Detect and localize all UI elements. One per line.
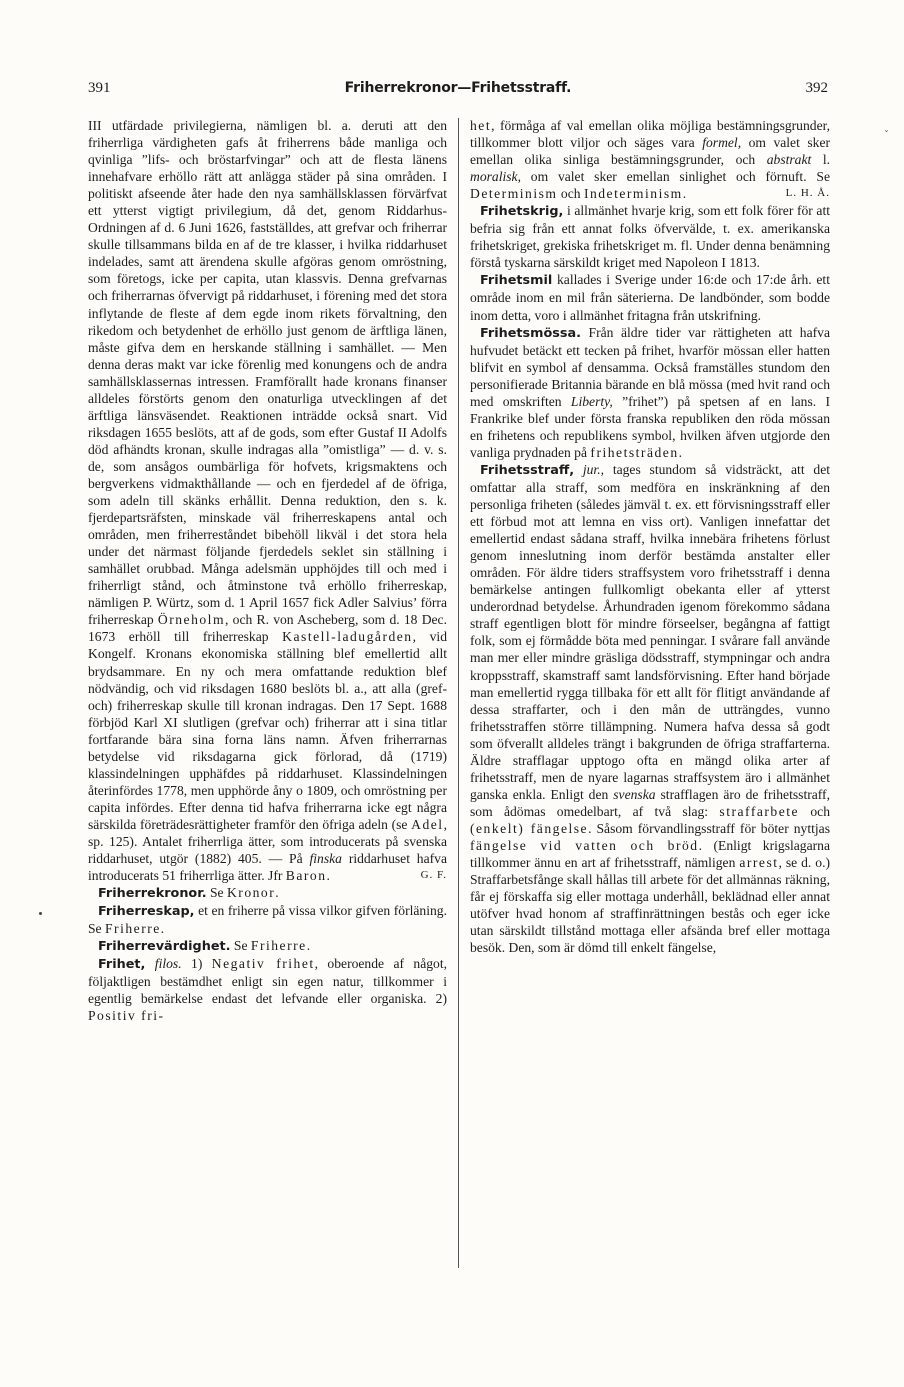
entry-frihet: Frihet, filos. 1) Negativ frihet, oberoende af något, följaktligen bestämdhet enligt sin egen natur, tillkommer i egentlig bemärkelse endast det lefvande eller organiska. 2) Positiv fri-	[88, 956, 447, 1024]
page-number-right: 392	[805, 80, 828, 96]
entry-frihetsmossa: Frihetsmössa. Från äldre tider var rättigheten att hafva hufvudet betäckt ett tecken på frihet, hvarför mössan eller hatten blifvit en symbol af densamma. Också framställes stundom den personifierade Britannia bärande en blå mössa (med hvit rand och med omskriften Liberty, ”frihet”) på spetsen af en lans. I Frankrike blef under första franska republiken den röda mössan en frihetens och republikens symbol, hvilken äfven utgjorde den vanliga prydnaden på frihetsträden.	[470, 324, 830, 460]
headword: Frihetsmössa.	[480, 325, 582, 341]
entry-friherreskap: Friherreskap, et en friherre på vissa vilkor gifven förläning. Se Friherre.	[88, 903, 447, 937]
entry-frihetsstraff: Frihetsstraff, jur., tages stundom så vidsträckt, att det omfattar alla straff, som medföra en inskränkning af den personliga friheten (således jämväl t. ex. ett förvisningsstraff eller ett förbud mot att lemna en viss ort). Vanligen innefattar det emellertid endast sådana straff, hvilka innebära frihetens förlust genom inneslutning inom derför bestämda anstalter eller områden. För äldre tiders straffsystem voro frihetsstraff i denna bemärkelse antingen fullkomligt obekanta eller af ytterst underordnad betydelse. Århundraden igenom förekommo sådana straff egentligen blott för mindre förseelser, begångna af fattigt folk, som ej förmådde böta med penningar. I svårare fall använde man mer eller mindre gräsliga dödsstraff, stympningar och andra kroppsstraff, skamstraff samt landsförvisning. Efter hand började man emellertid rygga tillbaka för ett allt för flitigt användande af dessa straffarter, och i den mån de utträngdes, vunno frihetsstraffen större tillämpning. Numera hafva dessa så godt som öfverallt alldeles trängt i bakgrunden de öfriga straffarterna. Äldre strafflagar upptogo ofta en mängd olika arter af frihetsstraff, men de nyare lagarnas straffsystem äro i allmänhet ganska enkla. Enligt den svenska strafflagen äro de frihetsstraff, som ådömas omedelbart, af två slag: straffarbete och (enkelt) fängelse. Såsom förvandlingsstraff för böter nyttjas fängelse vid vatten och bröd. (Enligt krigslagarna tillkommer ännu en art af frihetsstraff, nämligen arrest, se d. o.) Straffarbetsfånge skall hållas till arbete för det allmännas räkning, får ej förskaffa sig eller mottaga underhåll, beklädnad eller annat utöfver hvad honom af straffinrättningen bestås och eger icke utan särskildt tillstånd mottaga eller afsända bref eller mottaga besök. Den, som är dömd till enkelt fängelse,	[470, 461, 830, 956]
entry-friherrevardighet: Friherrevärdighet. Se Friherre.	[98, 938, 311, 955]
column-divider	[458, 118, 459, 1268]
running-title: Friherrekronor—Frihetsstraff.	[344, 80, 572, 96]
headword: Frihet,	[98, 957, 146, 973]
margin-dot	[39, 912, 42, 915]
headword: Friherrekronor.	[98, 886, 207, 902]
paragraph-friherre-continued: III utfärdade privilegierna, nämligen bl. a. deruti att den friherrliga värdigheten gafs åt friherrens både manliga och qvinliga ”lifs- och bröstarfvingar” och att de flesta länens innehafvare erhöllo rätt att anlägga städer på sina områden. I politiskt afseende åter hade den nya samhällsklassen förvärfvat ett ytterst vigtigt privilegium, då det, genom Riddarhus-Ordningen af d. 6 Juni 1626, fastställdes, att grefvar och friherrar skulle tillsammans bilda en af de tre klasser, i hvilka riddarhuset indelades, samt att ärendena skulle afgöras genom omröstning, som företogs, icke per capita, utan klassvis. Denna grefvarnas och friherrarnas öfvervigt på riddarhuset, i förening med det stora inflytande de fleste af dem egde inom rikets förvaltning, den rikedom och betydenhet de erhöllo just genom de ärftliga länen, måste gifva dem en herskande ställning i samhället. — Men denna deras makt var icke förenlig med konungens och de andra samhällsklassernas intressen. Framförallt hade kronans finanser alldeles förstörts genom den onaturliga utvecklingen af det ärftliga länsväsendet. Reaktionen inträdde också snart. Vid riksdagen 1655 beslöts, att af de gods, som efter Gustaf II Adolfs död afhändts kronan, skulle indragas alla ”omistliga” — d. v. s. de, som ansågos oumbärliga för hofvets, krigsmaktens och bergverkens vidmakthållande — och en fjerdedel af de öfriga, som adeln till skänks erhållit. Denna reduktion, den s. k. fjerdepartsräfsten, minskade väl friherreskapens antal och områden, men friherreståndet bibehöll likväl i det stora hela under det närmast följande fjerdedels seklet sin ställning i samhället orubbad. Många adelsmän upphöjdes till och med i friherrligt stånd, och åtminstone två erhöllo friherreskap, nämligen P. Würtz, som d. 1 April 1657 fick Adler Salvius’ förra friherreskap Örneholm, och R. von Ascheberg, som d. 18 Dec. 1673 erhöll till friherreskap Kastell-ladugården, vid Kongelf. Kronans ekonomiska ställning blef emellertid allt brydsammare. En ny och mera omfattande reduktion blef nödvändig, och vid riksdagen 1680 beslöts bl. a., att alla (gref- och) friherreskap skulle till kronan indragas. Den 17 Sept. 1688 förbjöd Karl XI slutligen (grefvar och) friherrar att i sina titlar fortfarande bära sina forna läns namn. Äfven friherrarnas betydelse vid riksdagarna gick förlorad, då (1719) klassindelningen upphäfdes på riddarhuset. Klassindelningen återinfördes 1778, men upphörde åny o 1809, och omröstning per capita infördes. Efter denna tid hafva friherrarna icke egt några särskilda företrädesrättigheter framför den öfriga adeln (se Adel, sp. 125). Antalet friherrliga ätter, som introducerats på svenska riddarhuset, utgör (1882) 405. — På finska riddarhuset hafva introducerats 51 friherrliga ätter. Jfr Baron. G. F.	[88, 118, 447, 884]
left-column	[88, 117, 447, 1272]
page-header	[88, 80, 828, 102]
entry-friherrekronor: Friherrekronor. Se Kronor.	[98, 885, 279, 902]
page-number-left: 391	[88, 80, 111, 96]
author-signature: L. H. Å.	[785, 187, 830, 200]
headword: Friherrevärdighet.	[98, 939, 231, 955]
headword: Frihetskrig,	[480, 204, 564, 220]
headword: Frihetsstraff,	[480, 462, 575, 478]
entry-frihetsmil: Frihetsmil kallades i Sverige under 16:de och 17:de årh. ett område inom en mil från säterierna. De landbönder, som bodde inom detta, voro i allmänhet fritagna från utskrifning.	[470, 272, 830, 323]
right-column	[470, 117, 830, 1272]
headword: Frihetsmil	[480, 273, 553, 289]
entry-frihet-continued: het, förmåga af val emellan olika möjliga bestämningsgrunder, tillkommer blott viljor och säges vara formel, om valet sker emellan olika sinliga bestämningsgrunder, och abstrakt l. moralisk, om valet sker emellan sinlighet och förnuft. Se Determinism och Indeterminism. L. H. Å.	[470, 118, 830, 202]
author-signature: G. F.	[420, 869, 447, 882]
margin-mark: ˇ	[884, 130, 889, 141]
entry-frihetskrig: Frihetskrig, i allmänhet hvarje krig, som ett folk förer för att befria sig från ett annat folks öfvervälde, t. ex. amerikanska frihetskriget, grekiska frihetskriget m. fl. Under denna benämning förstå tyskarna särskildt kriget med Napoleon I 1813.	[470, 203, 830, 271]
headword: Friherreskap,	[98, 904, 195, 920]
